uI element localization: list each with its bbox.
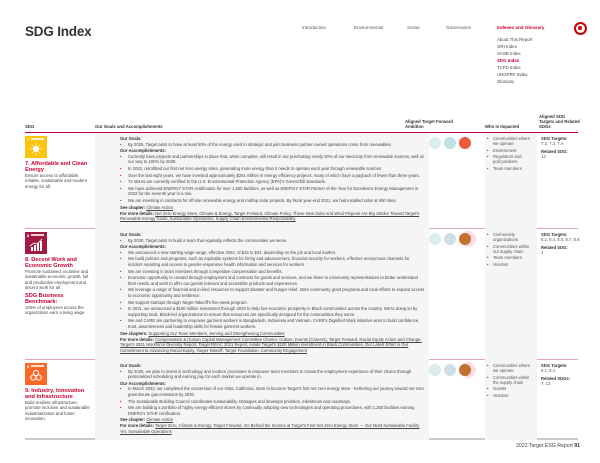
sdg-name: 8. Decent Work and Economic Growth [25, 257, 77, 269]
report-name: 2022 Target ESG Report [516, 443, 573, 449]
see-chapter-link[interactable]: Climate Action [146, 204, 174, 210]
ambition-circle-icon [429, 137, 441, 149]
goals-cell: Our Goals: • By 2025, Target aims to have at least 50% of the energy used in strategic and joint business partner-owned operations come from renewables. Our Accomplishments: • Currently have projects and partnerships in place that, when complete, will result in our purchasing nearly 50% of our electricity from renewable sources, well on our way to 100% by 2030. • In 2022, retrofitted our first net zero energy store, generating more energy than it needs to operate each year through renewable sources. • Over the last eight years, we have invested approximately $261 million in energy efficiency projects, many of which have a payback of fewer than three years. • 72 stores are currently certified to the U.S. Environmental Protection Agency (EPA)'s GreenChill standards. • We have achieved ENERGY STAR certification for over 1,550 facilities, as well as ENERGY STAR Partner of the Year for Excellence Energy Management in 2022 for the seventh year in a row. • We are investing in contracts for off-site renewable energy and rooftop solar projects. By fiscal year-end 2021, we had installed solar at 550 sites. See chapter: Climate Action For more details: Net Zero Energy Store, Climate & Energy, Target Forward, Climate Policy, These New Solar and Wind Projects Are Big Strides Toward Target's Renewable Energy Goals, Sustainable Operations, Supply Chain Environmental Responsibility [95, 133, 429, 229]
column-header-ambition: Aligned Target Forward Ambition [405, 119, 453, 129]
sdg-business-benchmark: 100% of employees across the organization earn a living wage. [25, 305, 86, 316]
menu-item-glossary[interactable]: Glossary [497, 79, 515, 84]
page-number: 91 [574, 443, 580, 449]
ambition-cell [429, 360, 485, 376]
ambition-circle-icon [444, 233, 456, 245]
targets-cell: SDG Targets: 7.2, 7.3, 7.A Related SDG: 13 [541, 136, 568, 160]
ambition-circle-icon [429, 364, 441, 376]
sdg-description: Ensure access to affordable, reliable, sustainable and modern energy for all. [25, 173, 88, 189]
sdg-cell [25, 360, 92, 421]
table-header [25, 115, 578, 133]
more-details-links[interactable]: Net Zero Energy Store, Climate & Energy, Target Forward, Climate Policy, These New Solar and Wind Projects Are Big Strides Toward Target's Renewable Energy Goals, Sustainable Operations, Supply Chain Environmental Responsibility [120, 210, 420, 222]
menu-item-gri-index[interactable]: GRI Index [497, 44, 517, 49]
targets-cell: SDG Targets: 8.2, 8.4, 8.5, 8.7, 8.8 Related SDG: 2 [541, 232, 580, 256]
column-header-sdg: SDG [25, 124, 35, 129]
sdg-9-cubes-icon: 9 [25, 363, 47, 385]
ambition-circle-active-icon [459, 364, 471, 376]
more-details-links[interactable]: Compensation & Human Capital Management Committee Charter, Culture, Events (Careers), Target Forward, Racial Equity Action and Change, Target's 2021 Workforce Diversity Report, Target REAC 2021 Report, Inside Target's $100 Million Investment in Black Communities, Our Latest Effort in Our Commitment to Advancing Racial Equity, Target Takeoff, Target Foundation, Community Engagement [120, 336, 422, 353]
nav-environmental[interactable]: Environmental [354, 25, 384, 30]
goals-cell: Our Goals: • By 2030, Target aims to build a team that equitably reflects the communities we serve. Our Accomplishments: • We announced a new starting wage range, effective 2022, of $15 to $24, depending on the job and local market. • We build policies and programs, such as equitable systems for hiring and advancement, financial security for workers, effective anonymous channels for incident reporting and access to gender-responsive health information and services for workers. • We are investing in team members through competitive compensation and benefits. • Economic opportunity is created through employment and contracts for goods and services, and we listen to community representatives to better understand their needs, and work to offer our guests relevant and accessible products and experiences. • We leverage a range of financial and in-kind resources to support disaster and hunger relief, store community grant programs and local efforts to expand access to economic opportunity and resilience. • We support startups through Target Takeoff's five-week program. • In 2021, we announced a $100 million investment through 2025 to help fuel economic prosperity in Black communities across the country. We're doing so by supporting local, Black-led organizations to ensure that resources are specifically designed for the communities they serve. • We and CARE are partnering to empower garment workers in Bangladesh, Indonesia and Vietnam. CARE's Dignified Work initiative aims to build confidence, trust, assertiveness and leadership skills for female garment workers. See chapters: Supporting Our Team Members, Serving and Strengthening Communities For more details: Compensation & Human Capital Management Committee Charter, Culture, Events (Careers), Target Forward, Racial Equity Action and Change, Target's 2021 Workforce Diversity Report, Target REAC 2021 Report, Inside Target's $100 Million Investment in Black Communities, Our Latest Effort in Our Commitment to Advancing Racial Equity, Target Takeoff, Target Foundation, Community Engagement [95, 229, 429, 360]
nav-governance[interactable]: Governance [446, 25, 472, 30]
menu-item-sdg-index[interactable]: SDG Index [497, 58, 520, 63]
see-chapter-link[interactable]: Climate Action [146, 417, 174, 423]
impacted-cell: • Communities where we operate • Environment • Regulators and policymakers • Team members [485, 133, 537, 229]
sdg-description: Build resilient infrastructure, promote inclusive and sustainable industrialization and foster innovation. [25, 400, 90, 421]
see-chapter-link[interactable]: Supporting Our Team Members, Serving and Strengthening Communities [148, 330, 285, 336]
impacted-cell: • Communities where we operate • Communities within the supply chain • Guests • Vendors [485, 360, 537, 440]
targets-cell: SDG Targets: 9.1, 9.4 Related SDGs: 7, 13 [541, 363, 571, 387]
nav-social[interactable]: Social [407, 25, 420, 30]
column-header-targets: Aligned SDG Targets and Related SDGs [539, 114, 580, 129]
sdg-description: Promote sustained, inclusive and sustainable economic growth, full and productive employment and decent work for all. [25, 269, 89, 290]
table-row-sdg-8 [25, 229, 578, 360]
sdg-8-growth-chart-icon: 8 [25, 232, 47, 254]
ambition-circle-active-icon [459, 233, 471, 245]
sdg-name: 7. Affordable and Clean Energy [25, 161, 88, 173]
goals-cell: Our Goals: • By 2025, we plan to invest in technology and modern processes to empower team members to create the employment experience of their choice through personalized scheduling and earning pay for each market we operate in. Our Accomplishments: • In March 2022, we completed the conversion of our Vista, California, store to become Target's first net zero energy store - furthering our journey toward net zero greenhouse gas emissions by 2040. • The Sustainable Building Council coordinates sustainability strategies and develops priorities, milestones and roadmaps. • We are building a portfolio of highly energy-efficient stores by continually adopting new technologies and operating procedures, with 1,250 facilities earning ENERGY STAR certification. See chapter: Climate Action For more details: Target Zero, Climate & Energy, Target Forward, Go Behind the Scenes at Target's First Net Zero Energy Store — Our Most Sustainable Facility Yet, Sustainable Operations [95, 360, 429, 440]
sdg-business-benchmark-title: SDG Business Benchmark: [25, 293, 64, 306]
page-title: SDG Index [25, 24, 92, 39]
sdg-cell [25, 133, 92, 189]
menu-item-tcfd-index[interactable]: TCFD Index [497, 65, 521, 70]
menu-item-ungprf-index[interactable]: UNGPRF Index [497, 72, 528, 77]
ambition-cell [429, 229, 485, 245]
ambition-circle-icon [444, 364, 456, 376]
page-footer [516, 443, 580, 449]
more-details-links[interactable]: Target Zero, Climate & Energy, Target Forward, Go Behind the Scenes at Target's First Net Zero Energy Store — Our Most Sustainable Facility Yet, Sustainable Operations [120, 423, 420, 435]
ambition-cell [429, 133, 485, 149]
table-row-sdg-7 [25, 133, 578, 229]
ambition-circle-icon [444, 137, 456, 149]
nav-introduction[interactable]: Introduction [302, 25, 327, 30]
menu-item-sasb-index[interactable]: SASB Index [497, 51, 521, 56]
sdg-name: 9. Industry, Innovation and Infrastructure [25, 388, 85, 400]
column-header-impacted: Who Is Impacted [485, 124, 520, 129]
nav-indexes-and-glossary[interactable]: Indexes and Glossary [497, 25, 545, 30]
target-logo-icon[interactable] [574, 22, 587, 35]
impacted-cell: • Civil society organizations • Communities within our supply chain • Team members • Vendors [485, 229, 537, 360]
table-row-sdg-9 [25, 360, 578, 440]
indexes-dropdown-menu [497, 36, 532, 85]
menu-item-about-this-report[interactable]: About This Report [497, 37, 533, 42]
sdg-index-table [25, 115, 578, 440]
ambition-circle-active-icon [459, 137, 471, 149]
column-header-goals: Our Goals and Accomplishments [95, 124, 163, 129]
sdg-7-sun-icon: 7 [25, 136, 47, 158]
sdg-cell [25, 229, 92, 316]
ambition-circle-icon [429, 233, 441, 245]
